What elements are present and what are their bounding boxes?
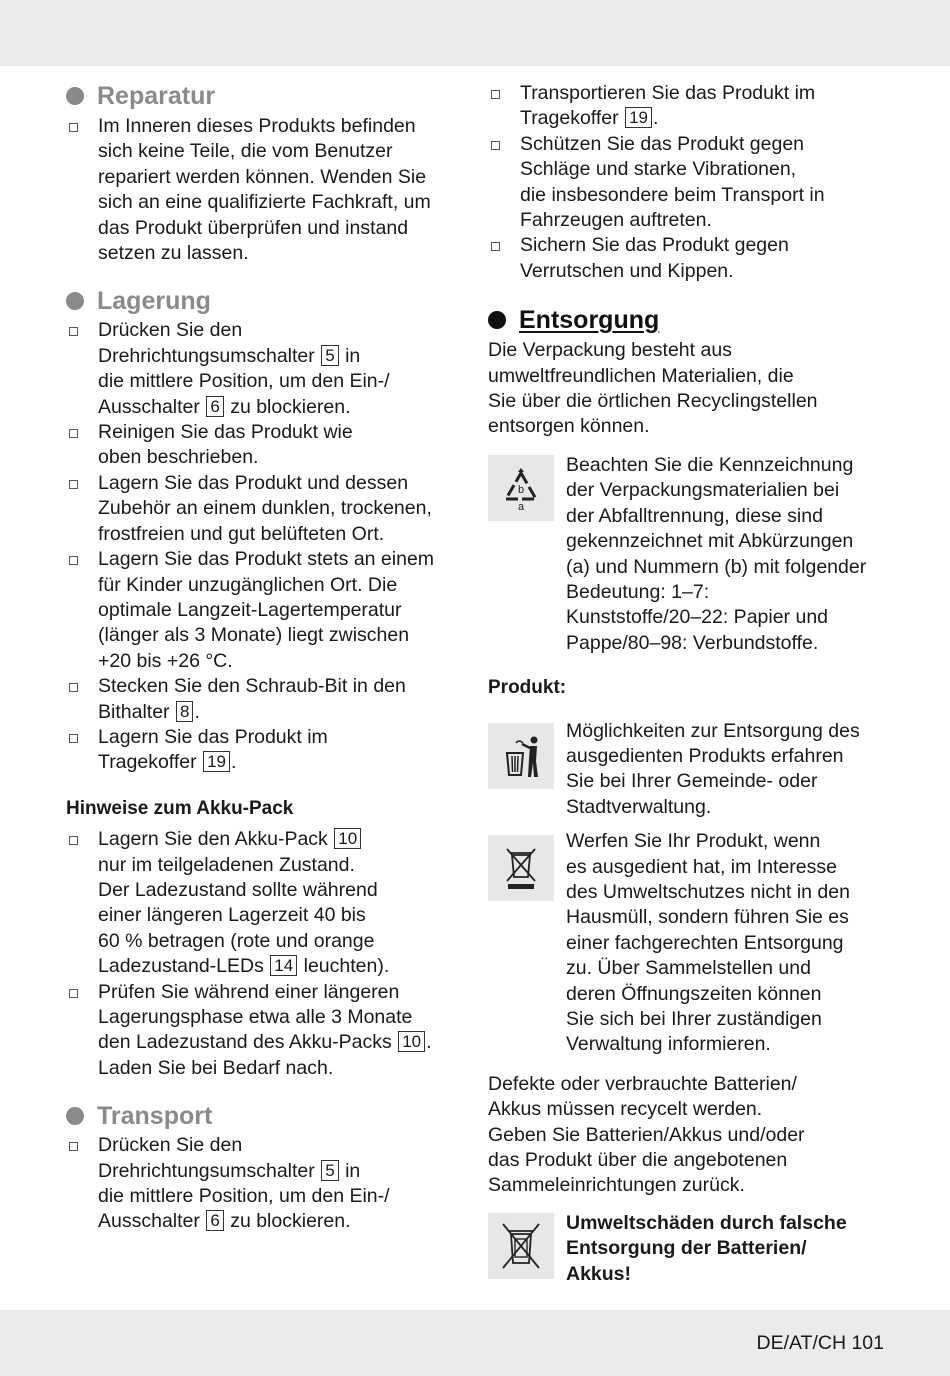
transport-list-continued [488, 81, 893, 284]
entsorgung-intro: Die Verpackung besteht aus umweltfreundlichen Materialien, die Sie über die örtlichen Recyclingstellen entsorgen können. [488, 339, 818, 438]
crossed-battery-bin-icon [488, 1213, 554, 1279]
recycling-icon [488, 455, 554, 521]
heading-reparatur: Reparatur [66, 80, 461, 112]
weee-note [488, 829, 893, 1058]
trash-note [488, 719, 893, 821]
recycling-note [488, 453, 893, 656]
list-item: Prüfen Sie während einer längeren Lagerungsphase etwa alle 3 Monate den Ladezustand des Akku-Packs 10 . Laden Sie bei Bedarf nach. [66, 980, 461, 1082]
ref-number: 5 [321, 1160, 338, 1181]
bullet-dot-icon [488, 311, 506, 329]
checkbox-bullet-icon [69, 683, 78, 692]
ref-number: 6 [206, 1210, 223, 1231]
heading-akku-pack: Hinweise zum Akku-Pack [66, 797, 294, 819]
list-item: Lagern Sie das Produkt stets an einem für Kinder unzugänglichen Ort. Die optimale Langzeit-Lagertemperatur (länger als 3 Monate) liegt zwischen +20 bis +26 °C. [66, 547, 461, 674]
page-number: DE/AT/CH 101 [756, 1332, 884, 1354]
bullet-dot-icon [66, 87, 84, 105]
trash-text: Möglichkeiten zur Entsorgung des ausgedienten Produkts erfahren Sie bei Ihrer Gemeinde- oder Stadtverwaltung. [566, 719, 860, 818]
list-item: Im Inneren dieses Produkts befinden sich keine Teile, die vom Benutzer repariert werden können. Wenden Sie sich an eine qualifizierte Fachkraft, um das Produkt überprüfen und instand setzen zu lassen. [66, 114, 461, 266]
bullet-dot-icon [66, 292, 84, 310]
list-item: Reinigen Sie das Produkt wie oben beschrieben. [66, 420, 461, 471]
list-item: Sichern Sie das Produkt gegen Verrutschen und Kippen. [488, 233, 893, 284]
weee-text: Werfen Sie Ihr Produkt, wenn es ausgedient hat, im Interesse des Umweltschutzes nicht in den Hausmüll, sondern führen Sie es einer fachgerechten Entsorgung zu. Über Sammelstellen und deren Öffnungszeiten können Sie sich bei Ihrer zuständigen Verwaltung informieren. [566, 830, 850, 1056]
ref-number: 10 [334, 828, 361, 849]
akku-list [66, 827, 461, 1081]
list-item: Schützen Sie das Produkt gegen Schläge und starke Vibrationen, die insbesondere beim Transport in Fahrzeugen auftreten. [488, 132, 893, 234]
heading-produkt: Produkt: [488, 677, 567, 699]
ref-number: 14 [270, 955, 297, 976]
lagerung-list [66, 318, 461, 775]
list-item: Stecken Sie den Schraub-Bit in den Bithalter 8 . [66, 674, 461, 725]
list-item: Lagern Sie das Produkt und dessen Zubehör an einem dunklen, trockenen, frostfreien und gut belüfteten Ort. [66, 471, 461, 547]
checkbox-bullet-icon [69, 989, 78, 998]
list-item: Drücken Sie den Drehrichtungsumschalter 5 in die mittlere Position, um den Ein-/ Ausschalter 6 zu blockieren. [66, 318, 461, 420]
crossed-bin-icon [488, 835, 554, 901]
top-bar [0, 0, 950, 66]
ref-number: 6 [206, 396, 223, 417]
heading-lagerung: Lagerung [66, 285, 461, 317]
ref-number: 19 [625, 107, 652, 128]
ref-number: 5 [321, 345, 338, 366]
checkbox-bullet-icon [491, 90, 500, 99]
battery-paragraph: Defekte oder verbrauchte Batterien/ Akkus müssen recycelt werden. Geben Sie Batterien/Akkus und/oder das Produkt über die angebotenen Sammeleinrichtungen zurück. [488, 1072, 805, 1197]
battery-warning-text: Umweltschäden durch falsche Entsorgung der Batterien/ Akkus! [566, 1211, 847, 1285]
reparatur-list [66, 114, 461, 266]
checkbox-bullet-icon [69, 836, 78, 845]
checkbox-bullet-icon [69, 556, 78, 565]
heading-entsorgung: Entsorgung [488, 304, 893, 336]
transport-list [66, 1133, 461, 1235]
checkbox-bullet-icon [69, 123, 78, 132]
checkbox-bullet-icon [69, 1142, 78, 1151]
ref-number: 10 [398, 1031, 425, 1052]
checkbox-bullet-icon [69, 429, 78, 438]
list-item: Drücken Sie den Drehrichtungsumschalter 5 in die mittlere Position, um den Ein-/ Ausschalter 6 zu blockieren. [66, 1133, 461, 1235]
list-item: Lagern Sie den Akku-Pack 10 nur im teilgeladenen Zustand. Der Ladezustand sollte während einer längeren Lagerzeit 40 bis 60 % betragen (rote und orange Ladezustand-LEDs 14 leuchten). [66, 827, 461, 979]
checkbox-bullet-icon [491, 242, 500, 251]
battery-warning [488, 1211, 893, 1287]
checkbox-bullet-icon [69, 480, 78, 489]
checkbox-bullet-icon [69, 734, 78, 743]
recycling-a-label: a [517, 500, 525, 513]
bullet-dot-icon [66, 1107, 84, 1125]
list-item: Transportieren Sie das Produkt im Tragekoffer 19 . [488, 81, 893, 132]
ref-number: 19 [203, 751, 230, 772]
heading-transport: Transport [66, 1100, 461, 1132]
trash-bin-person-icon [488, 723, 554, 789]
left-column [66, 80, 461, 1235]
recycling-b-label: b [517, 483, 525, 496]
list-item: Lagern Sie das Produkt im Tragekoffer 19 . [66, 725, 461, 776]
recycling-text: Beachten Sie die Kennzeichnung der Verpackungsmaterialien bei der Abfalltrennung, diese sind gekennzeichnet mit Abkürzungen (a) und Nummern (b) mit folgender Bedeutung: 1–7: Kunststoffe/20–22: Papier und Pappe/80–98: Verbundstoffe. [566, 453, 867, 654]
checkbox-bullet-icon [69, 327, 78, 336]
checkbox-bullet-icon [491, 141, 500, 150]
right-column [488, 81, 893, 1287]
ref-number: 8 [176, 701, 193, 722]
